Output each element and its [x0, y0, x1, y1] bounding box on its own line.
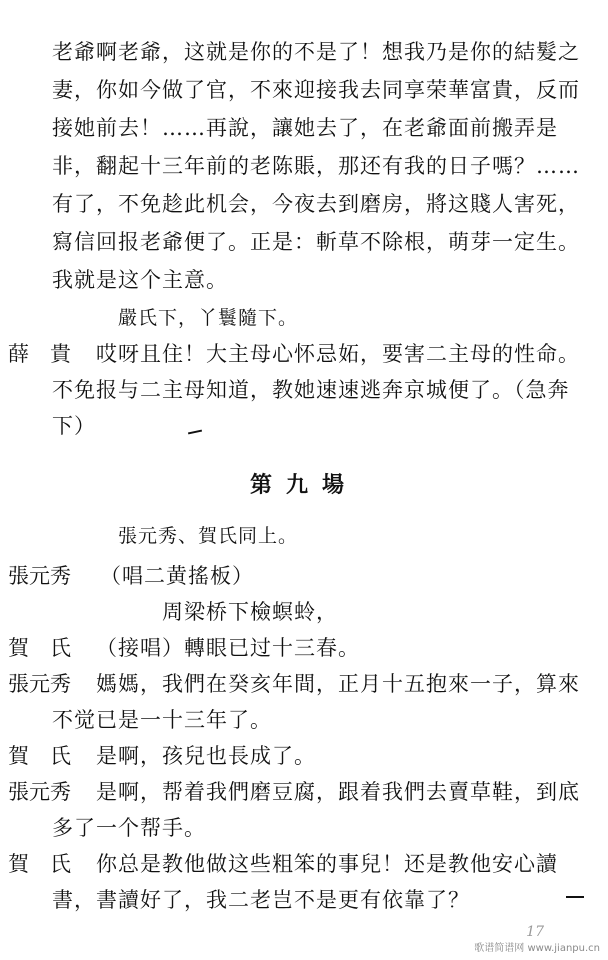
- watermark: 歌谱简谱网 www.jianpu.cn: [474, 943, 600, 954]
- speech-line: （接唱）轉眼已过十三春。: [96, 636, 360, 660]
- speech-line: 不觉已是一十三年了。: [52, 708, 272, 732]
- speech-line: 多了一个帮手。: [52, 816, 206, 840]
- speech-line: 是啊，孩兒也長成了。: [96, 744, 316, 768]
- speaker-name: 賀 氏: [8, 852, 71, 876]
- speech-line: 書，書讀好了，我二老岂不是更有依靠了？: [52, 888, 470, 912]
- ink-mark: [566, 896, 584, 898]
- speech-line: 媽媽，我們在癸亥年間，正月十五抱來一子，算來: [96, 672, 580, 696]
- intro-line: 非，翻起十三年前的老陈賬，那还有我的日子嗎？……: [52, 154, 580, 178]
- stage-direction: 張元秀、賀氏同上。: [118, 525, 299, 547]
- stage-direction: 嚴氏下，丫鬟隨下。: [118, 307, 299, 329]
- intro-line: 老爺啊老爺，这就是你的不是了！想我乃是你的結髮之: [52, 40, 580, 64]
- intro-line: 有了，不免趁此机会，今夜去到磨房，將这賤人害死，: [52, 192, 580, 216]
- page-number: 17: [526, 924, 544, 940]
- ink-mark: [188, 430, 202, 435]
- speech-line: 下）: [52, 414, 96, 438]
- speaker-name: 賀 氏: [8, 744, 71, 768]
- intro-line: 我就是这个主意。: [52, 268, 228, 292]
- sung-line: 周梁桥下檢螟蛉，: [162, 600, 338, 624]
- speech-line: 你总是教他做这些粗笨的事兒！还是教他安心讀: [96, 852, 558, 876]
- speaker-name: 賀 氏: [8, 636, 71, 660]
- intro-line: 寫信回报老爺便了。正是：斬草不除根，萌芽一定生。: [52, 230, 580, 254]
- intro-line: 接她前去！……再說，讓她去了，在老爺面前搬弄是: [52, 116, 558, 140]
- scene-title: 第九場: [249, 472, 358, 498]
- speaker-name: 張元秀: [8, 780, 71, 804]
- speech-line: 不免报与二主母知道，教她速速逃奔京城便了。（急奔: [52, 378, 570, 402]
- speaker-name: 薛 貴: [8, 342, 71, 366]
- speaker-name: 張元秀: [8, 564, 71, 588]
- speaker-name: 張元秀: [8, 672, 71, 696]
- intro-line: 妻，你如今做了官，不來迎接我去同享荣華富貴，反而: [52, 78, 580, 102]
- speech-line: （唱二黄搖板）: [100, 564, 254, 588]
- speech-line: 是啊，帮着我們磨豆腐，跟着我們去賣草鞋，到底: [96, 780, 580, 804]
- speech-line: 哎呀且住！大主母心怀忌妬，要害二主母的性命。: [96, 342, 580, 366]
